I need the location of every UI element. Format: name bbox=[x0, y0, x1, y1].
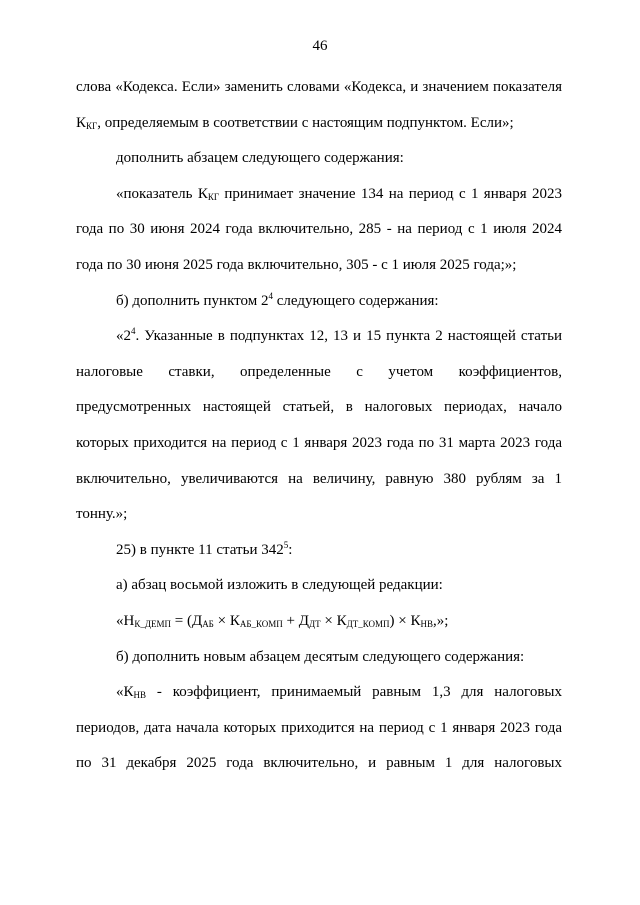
paragraph-5: «$2^4$. Указанные в подпунктах 12, 13 и 15 пункта 2 настоящей статьи налоговые ставки, определенные с учетом коэффициентов, предусмотренных настоящей статьей, в налоговых периодах, начало которых приходится на период с 1 января 2023 года по 31 марта 2023 года включительно, увеличиваются на величину, равную 380 рублям за 1 тонну.»; bbox=[76, 326, 562, 523]
paragraph-10: «$К_{НВ}$ - коэффициент, принимаемый равным 1,3 для налоговых периодов, дата начала которых приходится на период с 1 января 2023 года по 31 декабря 2025 года включительно, и равным 1 для налоговых bbox=[76, 684, 562, 772]
paragraph-9: б) дополнить новым абзацем десятым следующего содержания: bbox=[116, 648, 525, 665]
paragraph-2: дополнить абзацем следующего содержания: bbox=[116, 150, 404, 167]
paragraph-3: «показатель $К_{КГ}$ принимает значение 134 на период с 1 января 2023 года по 30 июня 2024 года включительно, 285 - на период с 1 июля 2024 года по 30 июня 2025 года включительно, 305 - с 1 июля 2025 года;»; bbox=[76, 185, 563, 273]
paragraph-4: б) дополнить пунктом $2^4$ следующего содержания: bbox=[116, 290, 439, 309]
formula-paragraph: «$Н_{К\_ДЕМП} = (Д_{АБ} \times К_{АБ\_КОМП} + Д_{ДТ} \times К_{ДТ\_КОМП}) \times К_{НВ}$,»; bbox=[116, 612, 449, 629]
paragraph-6: 25) в пункте 11 статьи $342^5$: bbox=[116, 539, 293, 558]
paragraph-1: слова «Кодекса. Если» заменить словами «Кодекса, и значением показателя $К_{КГ}$, определяемым в соответствии с настоящим подпунктом. Если»; bbox=[76, 79, 562, 131]
page-number: 46 bbox=[312, 38, 328, 54]
paragraph-7: а) абзац восьмой изложить в следующей редакции: bbox=[116, 577, 443, 594]
document-body bbox=[76, 70, 562, 782]
